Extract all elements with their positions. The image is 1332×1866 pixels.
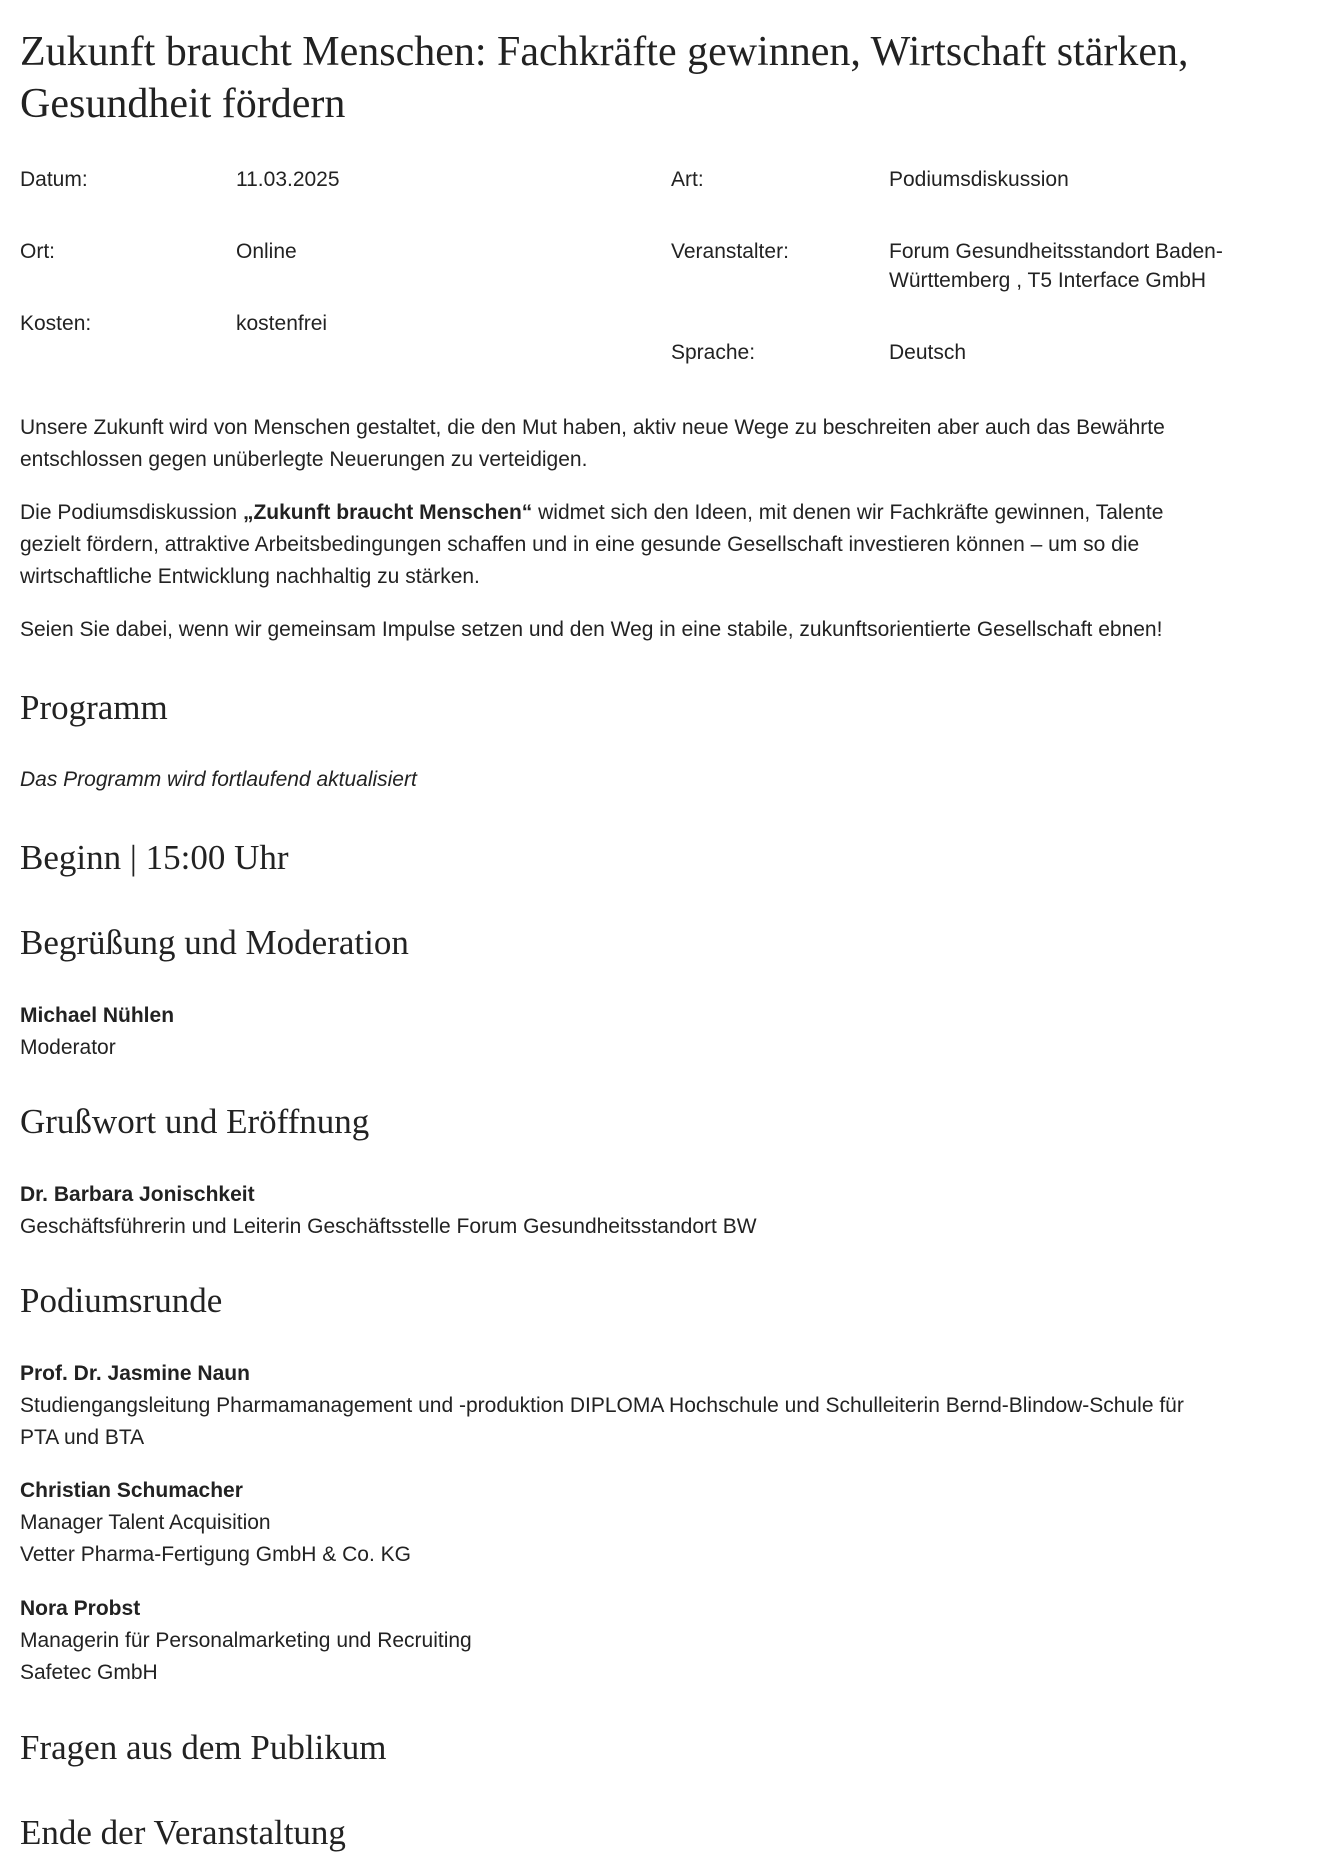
ort-value: Online xyxy=(236,240,297,263)
welcome-heading: Begrüßung und Moderation xyxy=(20,923,409,962)
intro-p2-bold: „Zukunft braucht Menschen“ xyxy=(242,501,533,524)
datum-value: 11.03.2025 xyxy=(236,168,340,191)
panelist-line1: Managerin für Personalmarketing und Recruiting xyxy=(20,1629,472,1652)
intro-p2-prefix: Die Podiumsdiskussion xyxy=(20,501,243,524)
moderator-block xyxy=(20,1000,1310,1064)
end-heading: Ende der Veranstaltung xyxy=(20,1813,346,1852)
program-heading: Programm xyxy=(20,688,168,727)
panelist-line2: Vetter Pharma-Fertigung GmbH & Co. KG xyxy=(20,1543,411,1566)
page-title: Zukunft braucht Menschen: Fachkräfte gewinnen, Wirtschaft stärken, Gesundheit fördern xyxy=(20,29,1189,127)
datum-label: Datum: xyxy=(20,168,88,191)
intro-p1-line2: entschlossen gegen unüberlegte Neuerungen zu verteidigen. xyxy=(20,448,588,471)
panelist-block xyxy=(20,1358,1310,1454)
panelist-line2: Safetec GmbH xyxy=(20,1661,158,1684)
panelist-block xyxy=(20,1475,1310,1571)
intro-p2-line3: wirtschaftliche Entwicklung nachhaltig zu stärken. xyxy=(20,565,480,588)
intro-p2-line1-rest: widmet sich den Ideen, mit denen wir Fachkräfte gewinnen, Talente xyxy=(532,501,1164,524)
opening-heading: Grußwort und Eröffnung xyxy=(20,1102,370,1141)
panelist-name: Nora Probst xyxy=(20,1597,141,1620)
intro-p2-line2: gezielt fördern, attraktive Arbeitsbedingungen schaffen und in eine gesunde Gesellschaft investieren können – um so die xyxy=(20,533,1140,556)
veranstalter-label: Veranstalter: xyxy=(671,240,789,263)
art-label: Art: xyxy=(671,168,704,191)
panelist-line1: Studiengangsleitung Pharmamanagement und -produktion DIPLOMA Hochschule und Schulleiterin Bernd-Blindow-Schule für xyxy=(20,1394,1184,1417)
intro-paragraph-2 xyxy=(20,497,1310,593)
sprache-label: Sprache: xyxy=(671,341,756,364)
ort-label: Ort: xyxy=(20,240,55,263)
opening-speaker-name: Dr. Barbara Jonischkeit xyxy=(20,1183,255,1206)
moderator-role: Moderator xyxy=(20,1036,116,1059)
begin-heading: Beginn | 15:00 Uhr xyxy=(20,838,289,877)
sprache-value: Deutsch xyxy=(889,341,967,364)
panelist-name: Prof. Dr. Jasmine Naun xyxy=(20,1362,250,1385)
panelist-line1: Manager Talent Acquisition xyxy=(20,1511,271,1534)
veranstalter-value-line1: Forum Gesundheitsstandort Baden- xyxy=(889,240,1223,263)
opening-speaker-block xyxy=(20,1179,1310,1243)
panel-heading: Podiumsrunde xyxy=(20,1281,223,1320)
questions-heading: Fragen aus dem Publikum xyxy=(20,1728,387,1767)
veranstalter-value-line2: Württemberg , T5 Interface GmbH xyxy=(889,269,1207,292)
intro-paragraph-3: Seien Sie dabei, wenn wir gemeinsam Impulse setzen und den Weg in eine stabile, zukunftsorientierte Gesellschaft ebnen! xyxy=(20,618,1163,641)
panelist-block xyxy=(20,1593,1310,1689)
program-note: Das Programm wird fortlaufend aktualisiert xyxy=(20,768,417,791)
panelist-line2: PTA und BTA xyxy=(20,1426,145,1449)
panelist-name: Christian Schumacher xyxy=(20,1479,243,1502)
kosten-value: kostenfrei xyxy=(236,312,328,335)
art-value: Podiumsdiskussion xyxy=(889,168,1069,191)
moderator-name: Michael Nühlen xyxy=(20,1004,175,1027)
intro-paragraph-1 xyxy=(20,412,1310,476)
kosten-label: Kosten: xyxy=(20,312,92,335)
intro-p1-line1: Unsere Zukunft wird von Menschen gestaltet, die den Mut haben, aktiv neue Wege zu beschreiten aber auch das Bewährte xyxy=(20,416,1165,439)
opening-speaker-role: Geschäftsführerin und Leiterin Geschäftsstelle Forum Gesundheitsstandort BW xyxy=(20,1215,757,1238)
